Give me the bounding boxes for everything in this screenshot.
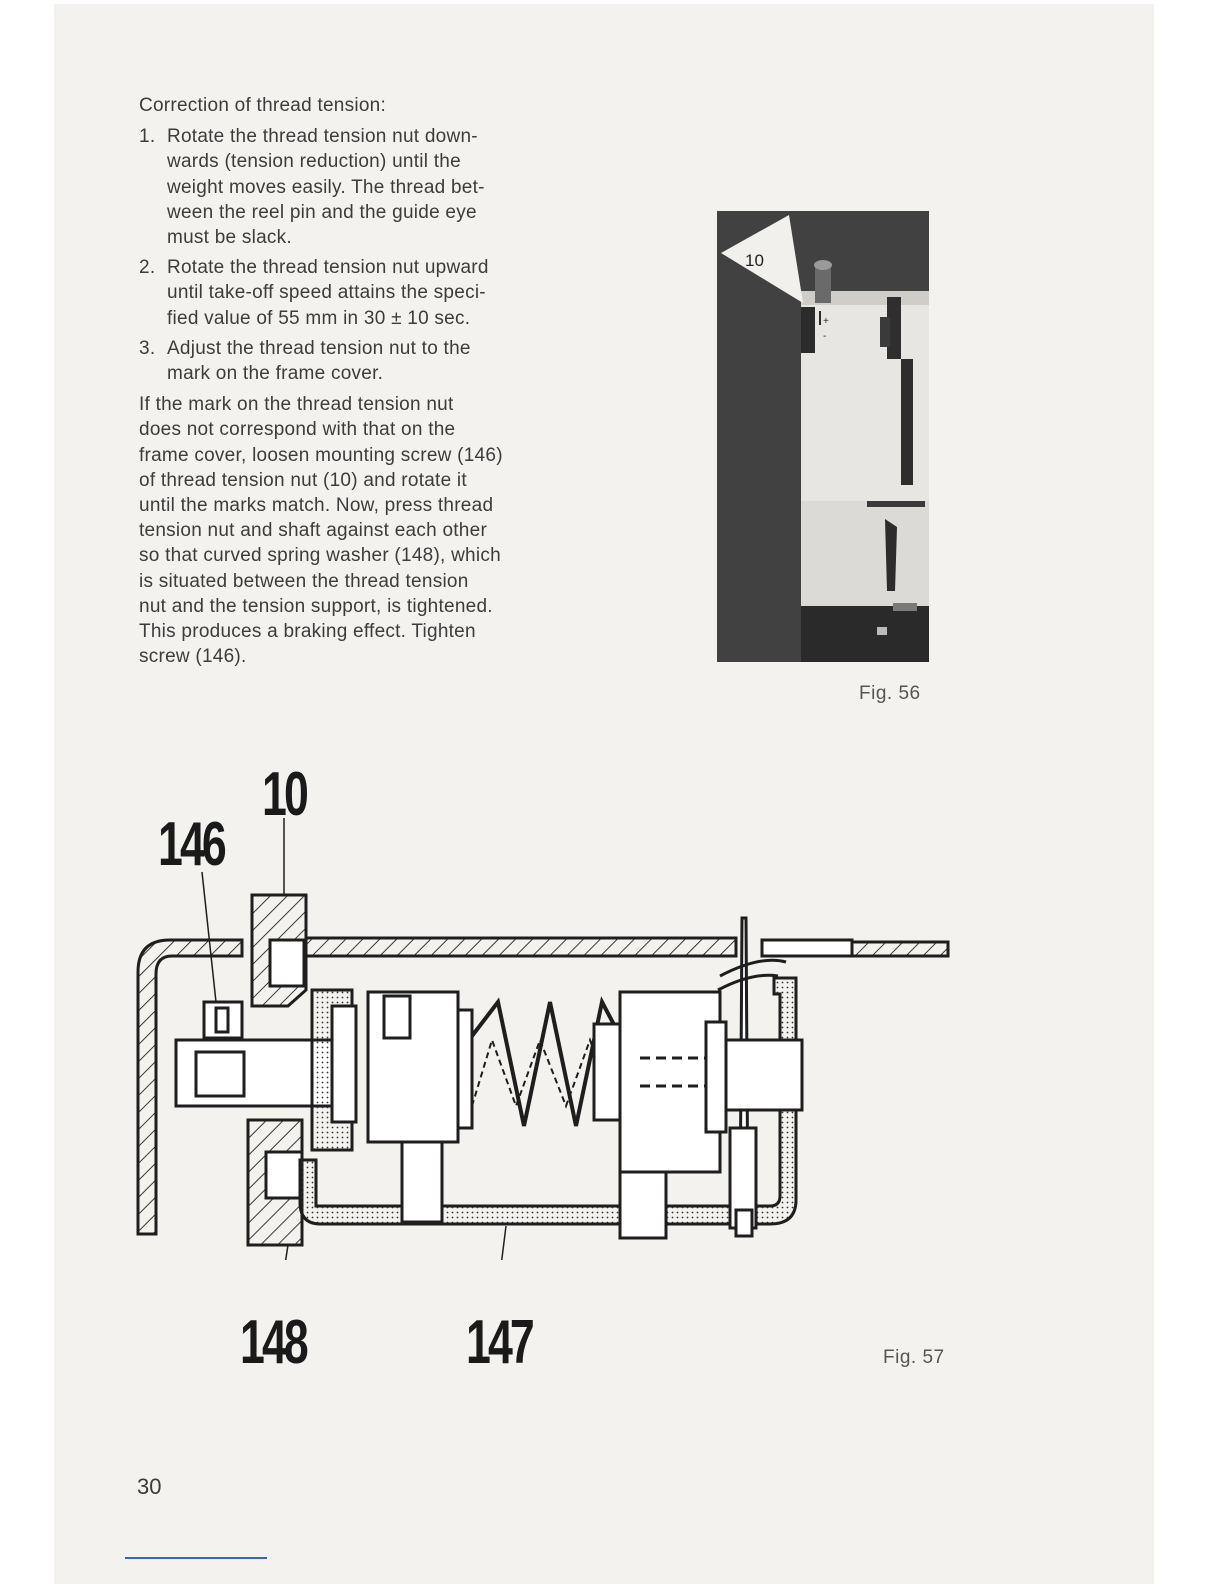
- fig56-minus-mark: -: [823, 331, 827, 342]
- paragraph-line: until the marks match. Now, press thread: [139, 495, 494, 517]
- step-number: 2.: [139, 257, 156, 279]
- step-line: until take-off speed attains the speci-: [167, 282, 486, 304]
- step-number: 1.: [139, 126, 156, 148]
- paragraph-line: is situated between the thread tension: [139, 570, 469, 592]
- label-148: 148: [240, 1308, 306, 1377]
- instruction-text: [139, 93, 589, 669]
- fig57-caption: Fig. 57: [883, 1347, 945, 1368]
- step-line: Rotate the thread tension nut upward: [167, 257, 489, 279]
- paragraph-line: This produces a braking effect. Tighten: [139, 621, 476, 643]
- fig57-drawing: [120, 740, 960, 1260]
- step-item: [139, 255, 589, 331]
- paragraph-line: of thread tension nut (10) and rotate it: [139, 469, 467, 491]
- fig56-photo: [717, 211, 929, 662]
- step-line: must be slack.: [167, 227, 292, 249]
- step-line: Rotate the thread tension nut down-: [167, 126, 478, 148]
- step-line: fied value of 55 mm in 30 ± 10 sec.: [167, 307, 471, 329]
- step-number: 3.: [139, 337, 156, 359]
- step-line: mark on the frame cover.: [167, 363, 384, 385]
- steps-list: [139, 124, 589, 386]
- step-line: weight moves easily. The thread bet-: [167, 176, 485, 198]
- label-146: 146: [158, 810, 224, 879]
- fig56-plus-mark: +: [823, 316, 829, 327]
- paragraph-line: frame cover, loosen mounting screw (146): [139, 444, 503, 466]
- paragraph-line: screw (146).: [139, 646, 247, 668]
- step-line: wards (tension reduction) until the: [167, 151, 461, 173]
- paragraph-line: tension nut and shaft against each other: [139, 520, 488, 542]
- step-item: [139, 336, 589, 386]
- fig56-caption: Fig. 56: [859, 683, 921, 704]
- bottom-rule: [125, 1557, 267, 1559]
- page-number: 30: [137, 1474, 162, 1499]
- paragraph-line: so that curved spring washer (148), which: [139, 545, 501, 567]
- paragraph-line: If the mark on the thread tension nut: [139, 394, 454, 416]
- fig56-callout-label: 10: [745, 251, 764, 270]
- paragraph-line: nut and the tension support, is tightened.: [139, 595, 493, 617]
- section-heading: Correction of thread tension:: [139, 95, 386, 116]
- label-10: 10: [262, 760, 306, 829]
- step-line: Adjust the thread tension nut to the: [167, 337, 471, 359]
- label-147: 147: [466, 1308, 532, 1377]
- step-item: [139, 124, 589, 250]
- body-paragraph: [139, 392, 589, 669]
- step-line: ween the reel pin and the guide eye: [167, 201, 477, 223]
- paragraph-line: does not correspond with that on the: [139, 419, 456, 441]
- fig56-illustration: [717, 211, 929, 662]
